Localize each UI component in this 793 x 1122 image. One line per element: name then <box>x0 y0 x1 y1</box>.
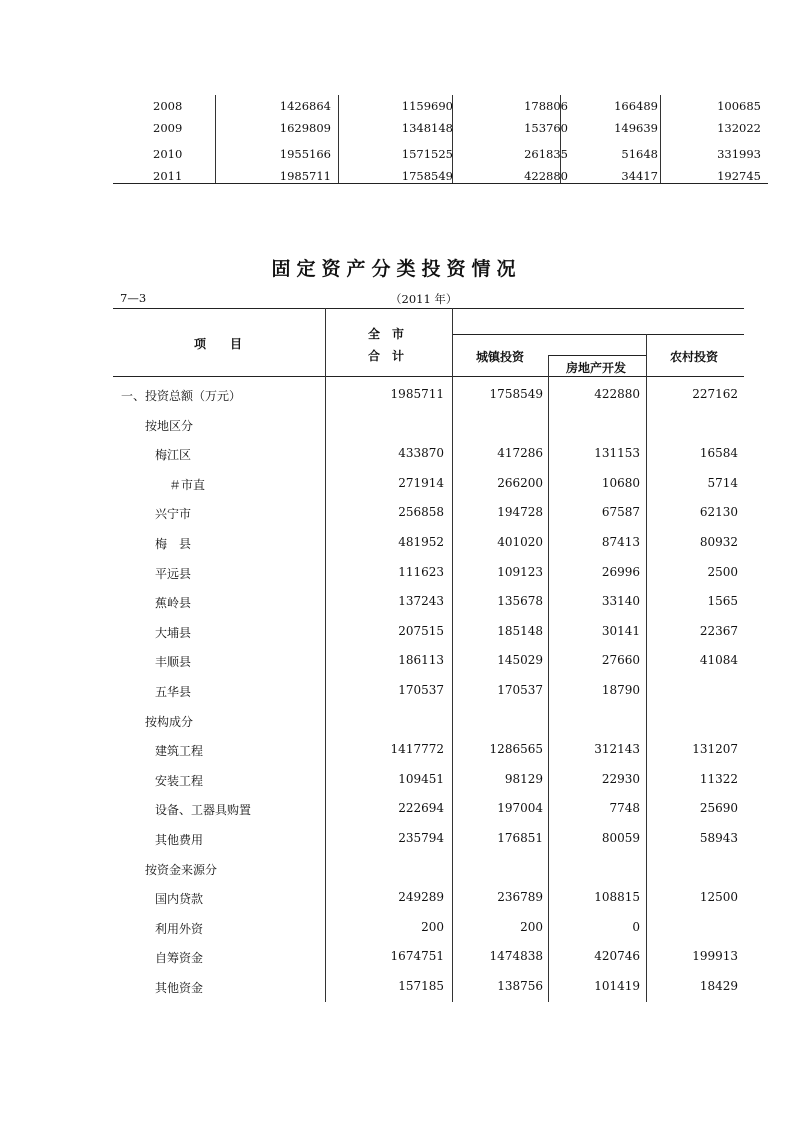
value-cell-urban: 185148 <box>497 623 543 638</box>
table-row <box>113 677 743 706</box>
value-cell-rural: 12500 <box>699 890 738 905</box>
row-label: 安装工程 <box>155 773 204 788</box>
header-re-rule <box>548 355 646 356</box>
value-cell-urban: 1286565 <box>489 742 543 757</box>
top-value-cell: 1348148 <box>401 121 453 135</box>
table-row <box>113 529 743 558</box>
value-cell-rural: 80932 <box>699 535 738 549</box>
header-urban: 城镇投资 <box>476 350 525 364</box>
value-cell-total: 222694 <box>398 801 444 816</box>
value-cell-total: 1674751 <box>390 949 444 964</box>
top-year-cell: 2011 <box>153 169 183 183</box>
value-cell-total: 111623 <box>398 564 444 579</box>
row-label: 利用外资 <box>155 921 204 936</box>
row-label: 大埔县 <box>155 625 192 640</box>
table-row <box>113 499 743 528</box>
value-cell-re: 30141 <box>601 623 640 638</box>
value-cell-total: 235794 <box>398 831 444 845</box>
row-label: 蕉岭县 <box>155 596 192 611</box>
header-real-estate: 房地产开发 <box>566 361 627 375</box>
value-cell-urban: 401020 <box>497 535 543 549</box>
row-label: 其他费用 <box>155 833 204 847</box>
table-row <box>113 943 743 972</box>
top-year-cell: 2010 <box>153 147 183 161</box>
value-cell-urban: 98129 <box>504 771 543 786</box>
top-value-cell: 422880 <box>524 169 568 183</box>
value-cell-re: 87413 <box>601 535 640 549</box>
value-cell-re: 108815 <box>594 890 640 905</box>
table-row <box>113 973 743 1002</box>
row-label: 梅江区 <box>155 448 192 463</box>
value-cell-urban: 109123 <box>497 564 543 579</box>
value-cell-re: 7748 <box>609 801 640 816</box>
header-top-rule <box>113 308 744 309</box>
row-label: 建筑工程 <box>155 744 204 759</box>
value-cell-re: 22930 <box>601 771 640 786</box>
header-total-line2: 合 计 <box>368 349 405 363</box>
top-value-cell: 1571525 <box>401 147 453 161</box>
table-row <box>113 647 743 676</box>
header-item: 项 目 <box>194 337 243 351</box>
row-label: 丰顺县 <box>155 655 192 670</box>
value-cell-urban: 1474838 <box>489 949 543 964</box>
row-label: 按地区分 <box>145 418 194 433</box>
value-cell-rural: 18429 <box>699 979 738 993</box>
value-cell-urban: 194728 <box>497 505 543 520</box>
top-value-cell: 1955166 <box>279 147 331 161</box>
value-cell-rural: 25690 <box>699 801 738 816</box>
table-row <box>113 381 743 410</box>
value-cell-re: 80059 <box>601 831 640 845</box>
page-title: 固定资产分类投资情况 <box>271 258 522 280</box>
value-cell-re: 33140 <box>601 594 640 609</box>
value-cell-rural: 227162 <box>692 387 738 401</box>
top-value-cell: 1426864 <box>279 99 331 113</box>
row-label: 其他资金 <box>155 981 204 995</box>
value-cell-re: 26996 <box>601 564 640 579</box>
row-label: 梅 县 <box>155 537 192 551</box>
row-label: 国内贷款 <box>155 892 204 907</box>
value-cell-rural: 131207 <box>692 742 738 757</box>
value-cell-re: 101419 <box>594 979 640 993</box>
value-cell-total: 137243 <box>398 594 444 609</box>
top-value-cell: 261835 <box>524 147 568 161</box>
value-cell-urban: 200 <box>520 919 543 934</box>
top-value-cell: 1985711 <box>279 169 331 183</box>
top-value-cell: 149639 <box>614 121 658 135</box>
row-label: 自筹资金 <box>155 951 204 966</box>
top-value-cell: 1629809 <box>279 121 331 135</box>
table-year: （2011 年） <box>390 292 458 306</box>
value-cell-urban: 197004 <box>497 801 543 816</box>
top-table-row <box>113 117 768 139</box>
row-label: 设备、工器具购置 <box>155 803 252 818</box>
value-cell-total: 200 <box>421 919 444 934</box>
header-sub-rule <box>452 334 744 335</box>
value-cell-urban: 170537 <box>497 683 543 697</box>
value-cell-urban: 145029 <box>497 653 543 668</box>
header-bottom-rule <box>113 376 744 377</box>
top-value-cell: 166489 <box>614 99 658 113</box>
top-year-cell: 2009 <box>153 121 183 135</box>
value-cell-urban: 135678 <box>497 594 543 609</box>
value-cell-total: 170537 <box>398 683 444 697</box>
top-value-cell: 331993 <box>717 147 761 161</box>
value-cell-re: 420746 <box>594 949 640 964</box>
row-label: 按资金来源分 <box>145 862 218 877</box>
value-cell-total: 433870 <box>398 446 444 461</box>
table-row <box>113 440 743 469</box>
top-value-cell: 34417 <box>621 169 658 183</box>
value-cell-urban: 1758549 <box>489 387 543 401</box>
row-label: 五华县 <box>155 685 192 699</box>
top-value-cell: 1159690 <box>401 99 453 113</box>
row-label: 平远县 <box>155 566 192 581</box>
row-label: 按构成分 <box>145 714 194 729</box>
top-value-cell: 100685 <box>717 99 761 113</box>
table-row <box>113 795 743 824</box>
value-cell-urban: 417286 <box>497 446 543 461</box>
value-cell-total: 1417772 <box>390 742 444 757</box>
header-rural: 农村投资 <box>670 350 719 364</box>
value-cell-rural: 11322 <box>699 771 738 786</box>
value-cell-re: 131153 <box>594 446 640 461</box>
table-row <box>113 470 743 499</box>
table-row <box>113 884 743 913</box>
top-value-cell: 178806 <box>524 99 568 113</box>
value-cell-rural: 58943 <box>699 831 738 845</box>
value-cell-rural: 62130 <box>699 505 738 520</box>
value-cell-urban: 138756 <box>497 979 543 993</box>
table-row <box>113 707 743 736</box>
top-value-cell: 153760 <box>524 121 568 135</box>
top-year-cell: 2008 <box>153 99 183 113</box>
value-cell-total: 1985711 <box>390 387 444 401</box>
value-cell-rural: 5714 <box>707 475 738 490</box>
table-row <box>113 559 743 588</box>
value-cell-total: 186113 <box>398 653 444 668</box>
value-cell-rural: 2500 <box>707 564 738 579</box>
value-cell-total: 256858 <box>398 505 444 520</box>
row-label: 一、投资总额（万元） <box>121 389 242 403</box>
value-cell-urban: 176851 <box>497 831 543 845</box>
top-value-cell: 51648 <box>621 147 658 161</box>
table-row <box>113 855 743 884</box>
value-cell-total: 207515 <box>398 623 444 638</box>
row-label: ＃市直 <box>169 477 206 492</box>
value-cell-total: 109451 <box>398 771 444 786</box>
value-cell-rural: 199913 <box>692 949 738 964</box>
value-cell-rural: 22367 <box>699 623 738 638</box>
top-table-bottom-rule <box>113 183 768 184</box>
value-cell-urban: 266200 <box>497 475 543 490</box>
value-cell-re: 422880 <box>594 387 640 401</box>
table-row <box>113 618 743 647</box>
value-cell-re: 27660 <box>601 653 640 668</box>
table-row <box>113 914 743 943</box>
top-table-row <box>113 95 768 117</box>
value-cell-rural: 41084 <box>699 653 738 668</box>
table-row <box>113 736 743 765</box>
header-total-line1: 全 市 <box>368 327 405 341</box>
value-cell-total: 249289 <box>398 890 444 905</box>
table-row <box>113 766 743 795</box>
top-value-cell: 1758549 <box>401 169 453 183</box>
value-cell-re: 0 <box>632 919 640 934</box>
value-cell-re: 18790 <box>601 683 640 697</box>
value-cell-rural: 16584 <box>699 446 738 461</box>
top-value-cell: 132022 <box>717 121 761 135</box>
value-cell-total: 157185 <box>398 979 444 993</box>
top-table-row <box>113 143 768 165</box>
row-label: 兴宁市 <box>155 507 192 522</box>
table-row <box>113 411 743 440</box>
value-cell-re: 67587 <box>601 505 640 520</box>
value-cell-total: 481952 <box>398 535 444 549</box>
value-cell-re: 312143 <box>594 742 640 757</box>
table-row <box>113 588 743 617</box>
table-code: 7—3 <box>120 291 147 305</box>
top-value-cell: 192745 <box>717 169 761 183</box>
value-cell-re: 10680 <box>601 475 640 490</box>
table-row <box>113 825 743 854</box>
value-cell-rural: 1565 <box>707 594 738 609</box>
value-cell-total: 271914 <box>398 475 444 490</box>
value-cell-urban: 236789 <box>497 890 543 905</box>
